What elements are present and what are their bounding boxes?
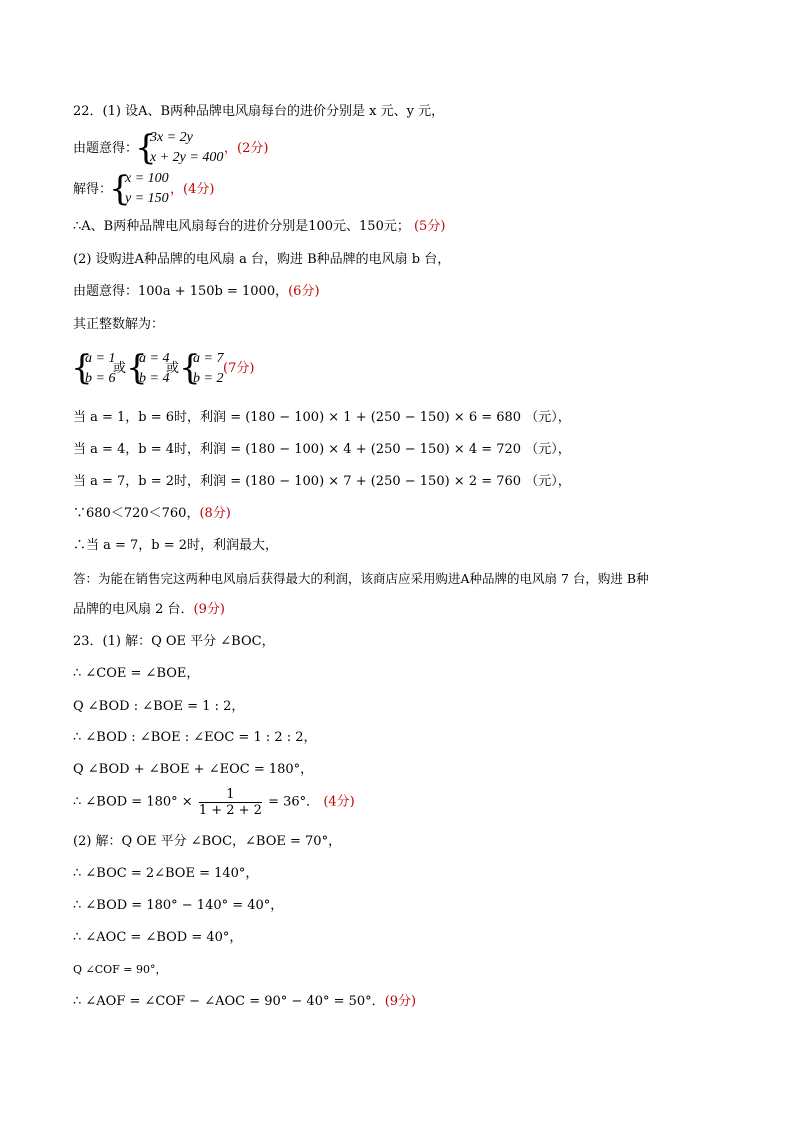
q23-line-8: ∴ ∠BOC = 2∠BOE = 140°， xyxy=(73,866,259,881)
q22-line-6: 由题意得：100a + 150b = 1000，(6分) xyxy=(73,284,320,299)
q22-line-5: (2) 设购进A种品牌的电风扇 a 台，购进 B种品牌的电风扇 b 台， xyxy=(73,252,451,267)
q22-system-2: 解得： { x = 100 y = 150 ，(4分) xyxy=(73,169,215,209)
q23-line-12: ∴ ∠AOF = ∠COF − ∠AOC = 90° − 40° = 50°．(9分) xyxy=(73,994,417,1009)
q22-line-11: 当 a = 7，b = 2时，利润 = (180 − 100) × 7 + (250 − 150) × 2 = 760 （元）， xyxy=(73,474,571,489)
q23-line-4: ∴ ∠BOD : ∠BOE : ∠EOC = 1 : 2 : 2， xyxy=(73,730,317,745)
q22-answer: 答：为能在销售完这两种电风扇后获得最大的利润，该商店应采用购进A种品牌的电风扇 7 台，购进 B种 xyxy=(73,571,649,586)
q23-line-10: ∴ ∠AOC = ∠BOD = 40°， xyxy=(73,930,243,945)
q22-solutions: { a = 1 b = 6 或 { a = 4 b = 4 或 { a = 7 b = 2 (7分) xyxy=(71,348,255,388)
brace-symbol: { xyxy=(135,128,157,168)
q23-line-6: ∴ ∠BOD = 180° × $\frac{1}{1 + 2 + 2}$ = 36°． (4分) xyxy=(73,787,355,818)
q22-line-13: ∴当 a = 7，b = 2时，利润最大， xyxy=(73,538,279,553)
q22-line-4: ∴A、B两种品牌电风扇每台的进价分别是100元、150元； (5分) xyxy=(73,219,446,234)
q22-system-1: 由题意得： { 3x = 2y x + 2y = 400 ，(2分) xyxy=(73,128,269,168)
q23-line-1: 23．(1) 解：Q OE 平分 ∠BOC， xyxy=(73,634,275,649)
brace-symbol: { xyxy=(109,169,131,209)
q22-answer-cont: 品牌的电风扇 2 台．(9分) xyxy=(73,602,225,617)
q23-line-7: (2) 解：Q OE 平分 ∠BOC，∠BOE = 70°， xyxy=(73,834,342,849)
q22-line-7: 其正整数解为： xyxy=(73,317,165,332)
q22-line-1: 22．(1) 设A、B两种品牌电风扇每台的进价分别是 x 元、y 元， xyxy=(73,104,445,119)
fraction: $\frac{1}{1 + 2 + 2}$ xyxy=(198,787,262,818)
q22-line-10: 当 a = 4，b = 4时，利润 = (180 − 100) × 4 + (250 − 150) × 4 = 720 （元）， xyxy=(73,442,571,457)
q23-line-2: ∴ ∠COE = ∠BOE， xyxy=(73,666,200,681)
q23-line-5: Q ∠BOD + ∠BOE + ∠EOC = 180°， xyxy=(73,762,314,777)
q22-line-12: ∵680＜720＜760，(8分) xyxy=(73,506,231,521)
q23-line-11: Q ∠COF = 90°， xyxy=(73,963,167,976)
q23-line-9: ∴ ∠BOD = 180° − 140° = 40°， xyxy=(73,898,284,913)
q23-line-3: Q ∠BOD : ∠BOE = 1 : 2， xyxy=(73,699,245,714)
q22-line-9: 当 a = 1，b = 6时，利润 = (180 − 100) × 1 + (250 − 150) × 6 = 680 （元）， xyxy=(73,410,571,425)
